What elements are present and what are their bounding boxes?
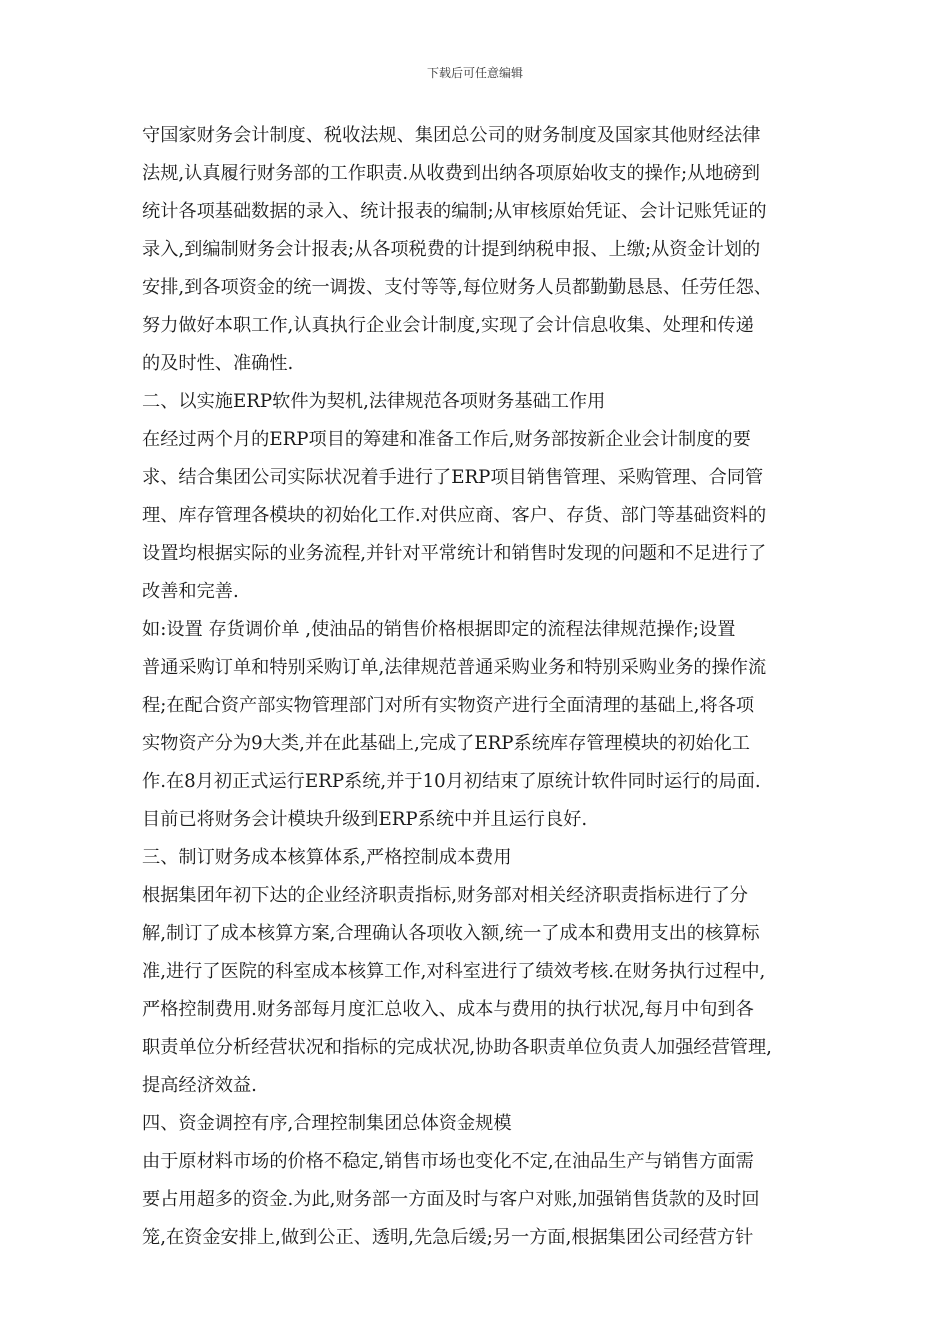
text-line: 根据集团年初下达的企业经济职责指标,财务部对相关经济职责指标进行了分 (142, 885, 748, 906)
text-line: 改善和完善. (142, 581, 239, 602)
text-line: 普通采购订单和特别采购订单,法律规范普通采购业务和特别采购业务的操作流 (142, 657, 767, 678)
text-line: 录入,到编制财务会计报表;从各项税费的计提到纳税申报、上缴;从资金计划的 (142, 239, 761, 260)
text-line: 设置均根据实际的业务流程,并针对平常统计和销售时发现的问题和不足进行了 (142, 543, 767, 564)
text-line: 作.在8月初正式运行ERP系统,并于10月初结束了原统计软件同时运行的局面. (142, 771, 761, 792)
text-line: 的及时性、准确性. (142, 353, 294, 374)
text-line: 目前已将财务会计模块升级到ERP系统中并且运行良好. (142, 809, 588, 830)
text-line: 实物资产分为9大类,并在此基础上,完成了ERP系统库存管理模块的初始化工 (142, 733, 750, 754)
text-line: 职责单位分析经营状况和指标的完成状况,协助各职责单位负责人加强经营管理, (142, 1037, 772, 1058)
page-header: 下载后可任意编辑 (426, 66, 523, 80)
section-heading: 三、制订财务成本核算体系,严格控制成本费用 (142, 847, 512, 868)
section-heading: 二、以实施ERP软件为契机,法律规范各项财务基础工作用 (142, 391, 606, 412)
text-line: 笼,在资金安排上,做到公正、透明,先急后缓;另一方面,根据集团公司经营方针 (142, 1227, 754, 1248)
section-heading: 四、资金调控有序,合理控制集团总体资金规模 (142, 1113, 512, 1134)
text-line: 努力做好本职工作,认真执行企业会计制度,实现了会计信息收集、处理和传递 (142, 315, 754, 336)
text-line: 程;在配合资产部实物管理部门对所有实物资产进行全面清理的基础上,将各项 (142, 695, 755, 716)
text-line: 求、结合集团公司实际状况着手进行了ERP项目销售管理、采购管理、合同管 (142, 467, 764, 488)
text-line: 要占用超多的资金.为此,财务部一方面及时与客户对账,加强销售货款的及时回 (142, 1189, 760, 1210)
text-line: 严格控制费用.财务部每月度汇总收入、成本与费用的执行状况,每月中旬到各 (142, 999, 754, 1020)
text-line: 如:设置 存货调价单 ,使油品的销售价格根据即定的流程法律规范操作;设置 (142, 619, 736, 640)
text-line: 理、库存管理各模块的初始化工作.对供应商、客户、存货、部门等基础资料的 (142, 505, 767, 526)
text-line: 提高经济效益. (142, 1075, 257, 1096)
text-line: 解,制订了成本核算方案,合理确认各项收入额,统一了成本和费用支出的核算标 (142, 923, 760, 944)
document-body (142, 117, 810, 1257)
text-line: 在经过两个月的ERP项目的筹建和准备工作后,财务部按新企业会计制度的要 (142, 429, 751, 450)
text-line: 法规,认真履行财务部的工作职责.从收费到出纳各项原始收支的操作;从地磅到 (142, 163, 760, 184)
text-line: 守国家财务会计制度、税收法规、集团总公司的财务制度及国家其他财经法律 (142, 125, 761, 146)
text-line: 统计各项基础数据的录入、统计报表的编制;从审核原始凭证、会计记账凭证的 (142, 201, 767, 222)
text-line: 安排,到各项资金的统一调拨、支付等等,每位财务人员都勤勤恳恳、任劳任怨、 (142, 277, 772, 298)
text-line: 准,进行了医院的科室成本核算工作,对科室进行了绩效考核.在财务执行过程中, (142, 961, 766, 982)
text-line: 由于原材料市场的价格不稳定,销售市场也变化不定,在油品生产与销售方面需 (142, 1151, 754, 1172)
